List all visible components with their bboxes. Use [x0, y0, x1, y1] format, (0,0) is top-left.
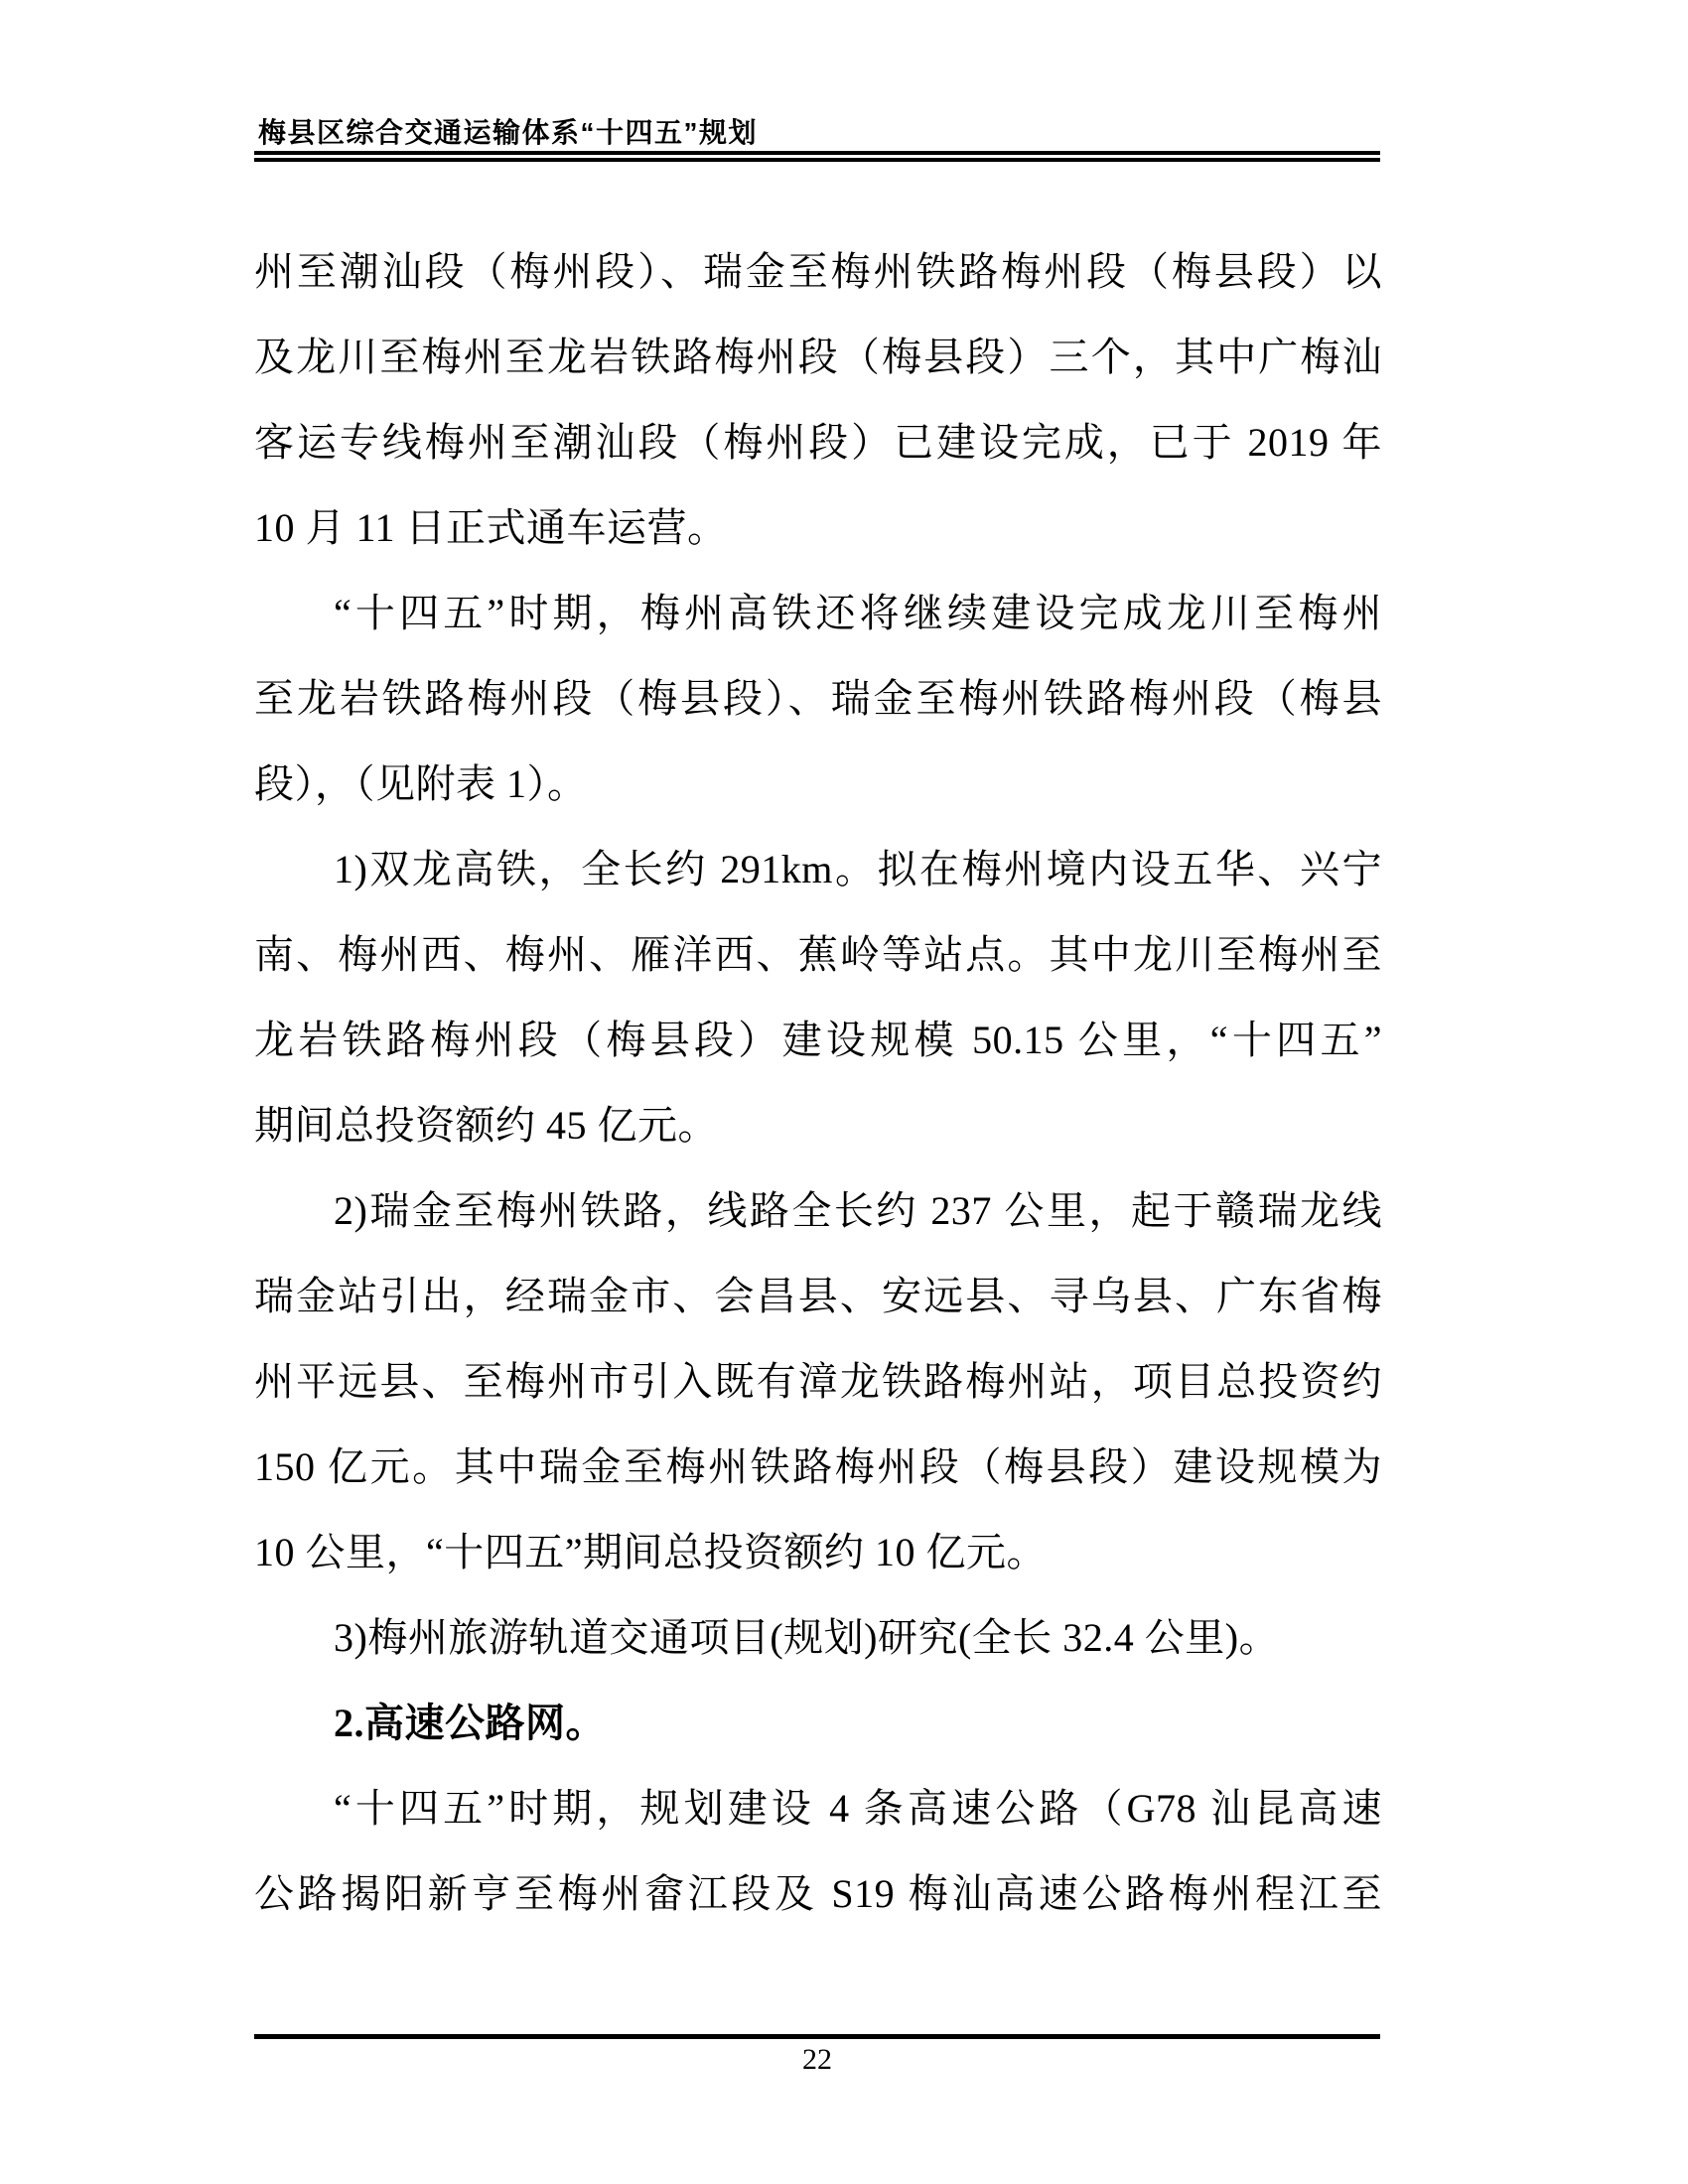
body-line: 10 公里，“十四五”期间总投资额约 10 亿元。 [254, 1530, 1048, 1574]
footer-rule [254, 2034, 1380, 2039]
body-line: 段），（见附表 1）。 [254, 761, 588, 806]
body-line: 公路揭阳新亨至梅州畲江段及 S19 梅汕高速公路梅州程江至 [254, 1871, 1382, 1916]
body-line: 2)瑞金至梅州铁路，线路全长约 237 公里，起于赣瑞龙线 [334, 1188, 1382, 1233]
section-heading: 2.高速公路网。 [334, 1701, 606, 1745]
body-line: 及龙川至梅州至龙岩铁路梅州段（梅县段）三个，其中广梅汕 [254, 335, 1382, 379]
body-line: 3)梅州旅游轨道交通项目(规划)研究(全长 32.4 公里)。 [334, 1615, 1280, 1660]
body-line: 瑞金站引出，经瑞金市、会昌县、安远县、寻乌县、广东省梅 [254, 1274, 1382, 1318]
body-line: 至龙岩铁路梅州段（梅县段）、瑞金至梅州铁路梅州段（梅县 [254, 676, 1382, 721]
body-line: 州平远县、至梅州市引入既有漳龙铁路梅州站，项目总投资约 [254, 1359, 1382, 1404]
document-body [254, 229, 1382, 1937]
body-line: 客运专线梅州至潮汕段（梅州段）已建设完成，已于 2019 年 [254, 420, 1382, 465]
body-line: 150 亿元。其中瑞金至梅州铁路梅州段（梅县段）建设规模为 [254, 1444, 1382, 1489]
header-double-rule [254, 151, 1380, 162]
body-line: “十四五”时期，规划建设 4 条高速公路（G78 汕昆高速 [334, 1786, 1382, 1831]
body-line: 南、梅州西、梅州、雁洋西、蕉岭等站点。其中龙川至梅州至 [254, 932, 1382, 977]
body-line: 10 月 11 日正式通车运营。 [254, 505, 728, 550]
page-header-title: 梅县区综合交通运输体系“十四五”规划 [258, 117, 759, 148]
body-line: 州至潮汕段（梅州段）、瑞金至梅州铁路梅州段（梅县段）以 [254, 249, 1382, 294]
body-line: 期间总投资额约 45 亿元。 [254, 1103, 718, 1148]
body-line: 1)双龙高铁，全长约 291km。拟在梅州境内设五华、兴宁 [334, 847, 1382, 891]
page-number: 22 [802, 2043, 832, 2076]
body-line: 龙岩铁路梅州段（梅县段）建设规模 50.15 公里，“十四五” [254, 1018, 1382, 1062]
body-line: “十四五”时期，梅州高铁还将继续建设完成龙川至梅州 [334, 591, 1382, 635]
